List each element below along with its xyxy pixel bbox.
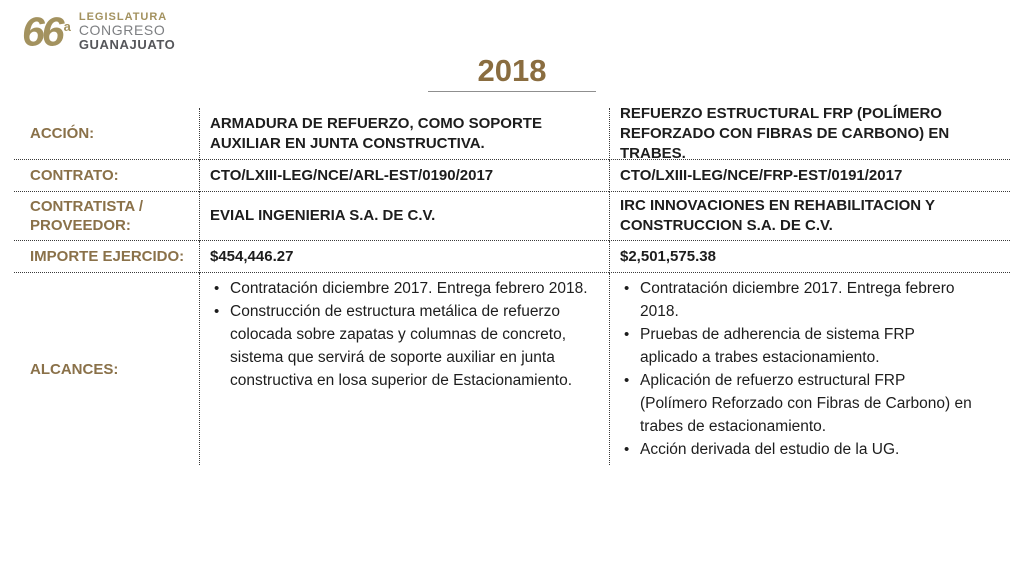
list-item: • Aplicación de refuerzo estructural FRP (Polímero Reforzado con Fibras de Carbono) en trabes de estacionamiento.: [620, 369, 974, 438]
logo-superscript-a: a: [63, 19, 71, 34]
importe-col2: $2,501,575.38: [609, 241, 1010, 273]
row-label-importe: IMPORTE EJERCIDO:: [14, 241, 199, 273]
congress-logo: [22, 7, 176, 55]
alcances-col1: [199, 273, 609, 465]
row-label-contrato: CONTRATO:: [14, 160, 199, 192]
list-item: • Pruebas de adherencia de sistema FRP aplicado a trabes estacionamiento.: [620, 323, 974, 369]
contrato-col2: CTO/LXIII-LEG/NCE/FRP-EST/0191/2017: [609, 160, 1010, 192]
accion-col2: REFUERZO ESTRUCTURAL FRP (POLÍMERO REFORZADO CON FIBRAS DE CARBONO) EN TRABES.: [609, 108, 1010, 160]
logo-text: [79, 11, 176, 52]
contrato-col1: CTO/LXIII-LEG/NCE/ARL-EST/0190/2017: [199, 160, 609, 192]
title-block: [0, 54, 1024, 92]
list-item: • Contratación diciembre 2017. Entrega febrero 2018.: [210, 277, 597, 300]
contratista-col2: IRC INNOVACIONES EN REHABILITACION Y CONSTRUCCION S.A. DE C.V.: [609, 192, 1010, 241]
list-item: • Acción derivada del estudio de la UG.: [620, 438, 974, 461]
logo-legislatura: LEGISLATURA: [78, 11, 168, 23]
accion-col1: ARMADURA DE REFUERZO, COMO SOPORTE AUXILIAR EN JUNTA CONSTRUCTIVA.: [199, 108, 609, 160]
contratista-col1: EVIAL INGENIERIA S.A. DE C.V.: [199, 192, 609, 241]
list-item: • Construcción de estructura metálica de refuerzo colocada sobre zapatas y columnas de concreto, sistema que servirá de soporte auxiliar en junta constructiva en losa superior de Estacionamiento.: [210, 300, 597, 392]
logo-congreso: CONGRESO: [78, 22, 166, 38]
importe-col1: $454,446.27: [199, 241, 609, 273]
logo-guanajuato: GUANAJUATO: [78, 37, 176, 52]
alcances-list-1: [200, 277, 609, 392]
info-table: [14, 104, 1010, 465]
page-title: 2018: [477, 53, 547, 88]
title-underline: [428, 91, 596, 92]
row-label-alcances: ALCANCES:: [30, 360, 119, 378]
alcances-list-2: [610, 277, 986, 461]
row-label-contratista: CONTRATISTA / PROVEEDOR:: [14, 192, 199, 241]
list-item: • Contratación diciembre 2017. Entrega febrero 2018.: [620, 277, 974, 323]
logo-66-mark: 66 $^a$: [22, 8, 71, 55]
alcances-col2: [609, 273, 1010, 465]
row-label-accion: ACCIÓN:: [14, 108, 199, 160]
